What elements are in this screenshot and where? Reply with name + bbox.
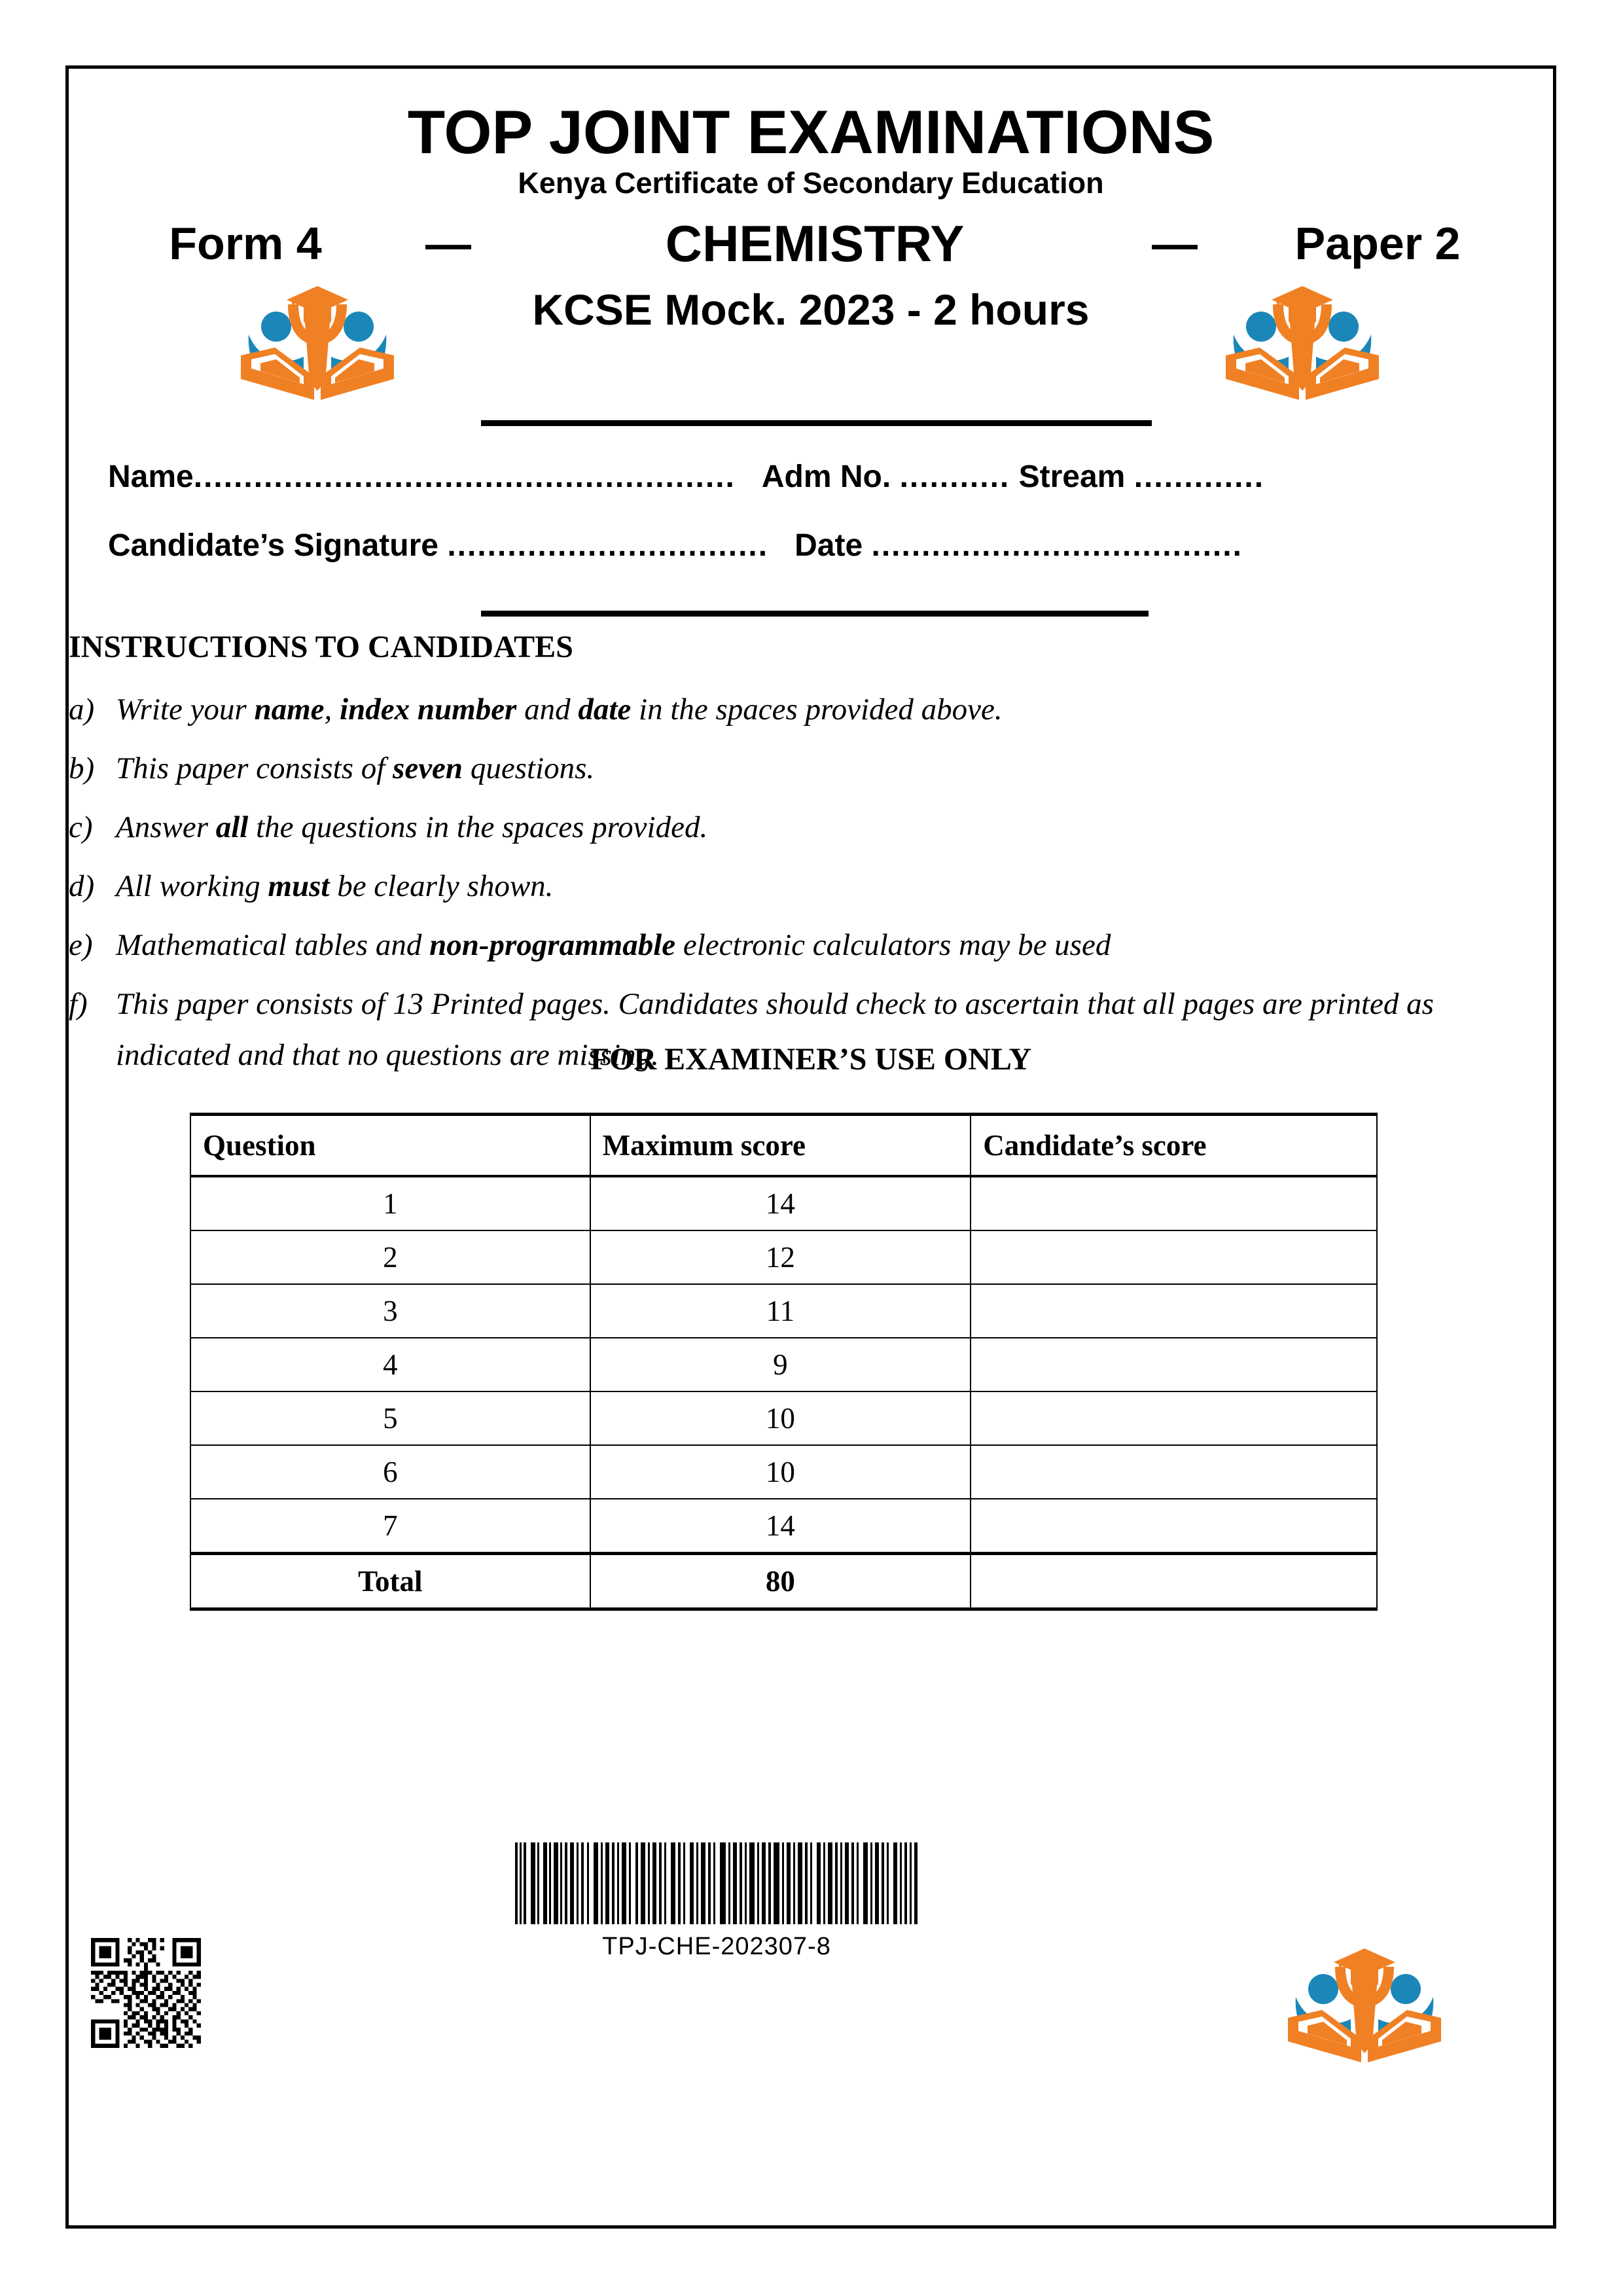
examiner-use-heading: FOR EXAMINER’S USE ONLY [590, 1042, 1032, 1077]
table-body [190, 1176, 1377, 1609]
barcode-icon [514, 1842, 919, 1924]
cell-maximum-score: 10 [590, 1391, 971, 1445]
instruction-text: Answer all the questions in the spaces provided. [116, 810, 708, 844]
candidate-signature-row [108, 530, 1243, 562]
table-row [190, 1391, 1377, 1445]
instruction-marker: b) [69, 751, 95, 785]
column-header-candidate-score: Candidate’s score [971, 1115, 1377, 1177]
header-rule-bottom [481, 611, 1149, 617]
cell-maximum-score: 80 [590, 1554, 971, 1609]
table-row [190, 1554, 1377, 1609]
header-subject-row [69, 209, 1553, 278]
cell-question: 1 [190, 1176, 590, 1230]
table-row [190, 1284, 1377, 1338]
cell-candidate-score[interactable] [971, 1230, 1377, 1284]
instruction-text: Mathematical tables and non-programmable electronic calculators may be used [116, 928, 1111, 962]
cell-maximum-score: 11 [590, 1284, 971, 1338]
candidate-name-row [108, 461, 1264, 493]
table-row [190, 1230, 1377, 1284]
page-subtitle: Kenya Certificate of Secondary Education [518, 166, 1104, 200]
cell-maximum-score: 14 [590, 1499, 971, 1554]
table-row [190, 1338, 1377, 1391]
barcode-label: TPJ-CHE-202307-8 [602, 1933, 831, 1960]
instruction-marker: f) [69, 987, 88, 1021]
cell-candidate-score[interactable] [971, 1338, 1377, 1391]
adm-no-input[interactable]: ........... [899, 459, 1010, 494]
instructions-heading: INSTRUCTIONS TO CANDIDATES [69, 630, 573, 664]
table-header [190, 1115, 1377, 1177]
instruction-marker: c) [69, 810, 93, 844]
stream-label: Stream [1018, 459, 1126, 494]
instruction-item [69, 802, 1535, 853]
cell-candidate-score[interactable] [971, 1176, 1377, 1230]
instruction-text: Write your name, index number and date in the spaces provided above. [116, 692, 1003, 726]
cell-maximum-score: 12 [590, 1230, 971, 1284]
exam-session-label: KCSE Mock. 2023 - 2 hours [532, 285, 1090, 334]
date-label: Date [794, 528, 863, 563]
cell-maximum-score: 9 [590, 1338, 971, 1391]
signature-label: Candidate’s Signature [108, 528, 438, 563]
dash-separator-right-icon: — [1152, 218, 1198, 269]
form-level-label: Form 4 [169, 218, 322, 269]
graduation-book-logo-icon [1283, 1934, 1446, 2065]
page-content [69, 69, 1553, 2225]
page-title: TOP JOINT EXAMINATIONS [407, 98, 1215, 166]
instruction-text: This paper consists of seven questions. [116, 751, 595, 785]
dash-separator-left-icon: — [425, 218, 471, 269]
cell-question: 6 [190, 1445, 590, 1499]
column-header-maximum-score: Maximum score [590, 1115, 971, 1177]
page-border [65, 65, 1556, 2229]
cell-question: 5 [190, 1391, 590, 1445]
table-header-row [190, 1115, 1377, 1177]
cell-candidate-score[interactable] [971, 1554, 1377, 1609]
qr-code-icon [87, 1934, 205, 2052]
instruction-marker: d) [69, 869, 95, 903]
cell-question: 2 [190, 1230, 590, 1284]
instructions-list [69, 684, 1535, 1088]
table-row [190, 1499, 1377, 1554]
signature-input[interactable]: ................................ [447, 528, 769, 563]
graduation-book-logo-icon [236, 272, 399, 403]
column-header-question: Question [190, 1115, 590, 1177]
name-input[interactable]: ...................................................... [193, 459, 736, 494]
table-row [190, 1176, 1377, 1230]
instruction-item [69, 920, 1535, 971]
table-row [190, 1445, 1377, 1499]
cell-candidate-score[interactable] [971, 1445, 1377, 1499]
stream-input[interactable]: ............. [1133, 459, 1265, 494]
cell-candidate-score[interactable] [971, 1391, 1377, 1445]
header-rule-top [481, 420, 1152, 426]
graduation-book-logo-icon [1221, 272, 1384, 403]
cell-question: Total [190, 1554, 590, 1609]
examiner-score-table [190, 1113, 1378, 1611]
paper-number-label: Paper 2 [1294, 218, 1461, 269]
instruction-item [69, 743, 1535, 794]
cell-question: 4 [190, 1338, 590, 1391]
instruction-marker: e) [69, 928, 93, 962]
subject-label: CHEMISTRY [665, 215, 965, 272]
adm-no-label: Adm No. [761, 459, 891, 494]
cell-question: 3 [190, 1284, 590, 1338]
cell-maximum-score: 10 [590, 1445, 971, 1499]
instruction-text: All working must be clearly shown. [116, 869, 554, 903]
barcode-block [514, 1842, 919, 1959]
cell-maximum-score: 14 [590, 1176, 971, 1230]
date-input[interactable]: ..................................... [871, 528, 1243, 563]
instruction-text: This paper consists of 13 Printed pages. Candidates should check to ascertain that all pages are printed as indicated and that no questions are missing. [116, 987, 1434, 1072]
instruction-item [69, 684, 1535, 735]
cell-question: 7 [190, 1499, 590, 1554]
cell-candidate-score[interactable] [971, 1499, 1377, 1554]
cell-candidate-score[interactable] [971, 1284, 1377, 1338]
instruction-marker: a) [69, 692, 95, 726]
name-label: Name [108, 459, 194, 494]
instruction-item [69, 861, 1535, 912]
